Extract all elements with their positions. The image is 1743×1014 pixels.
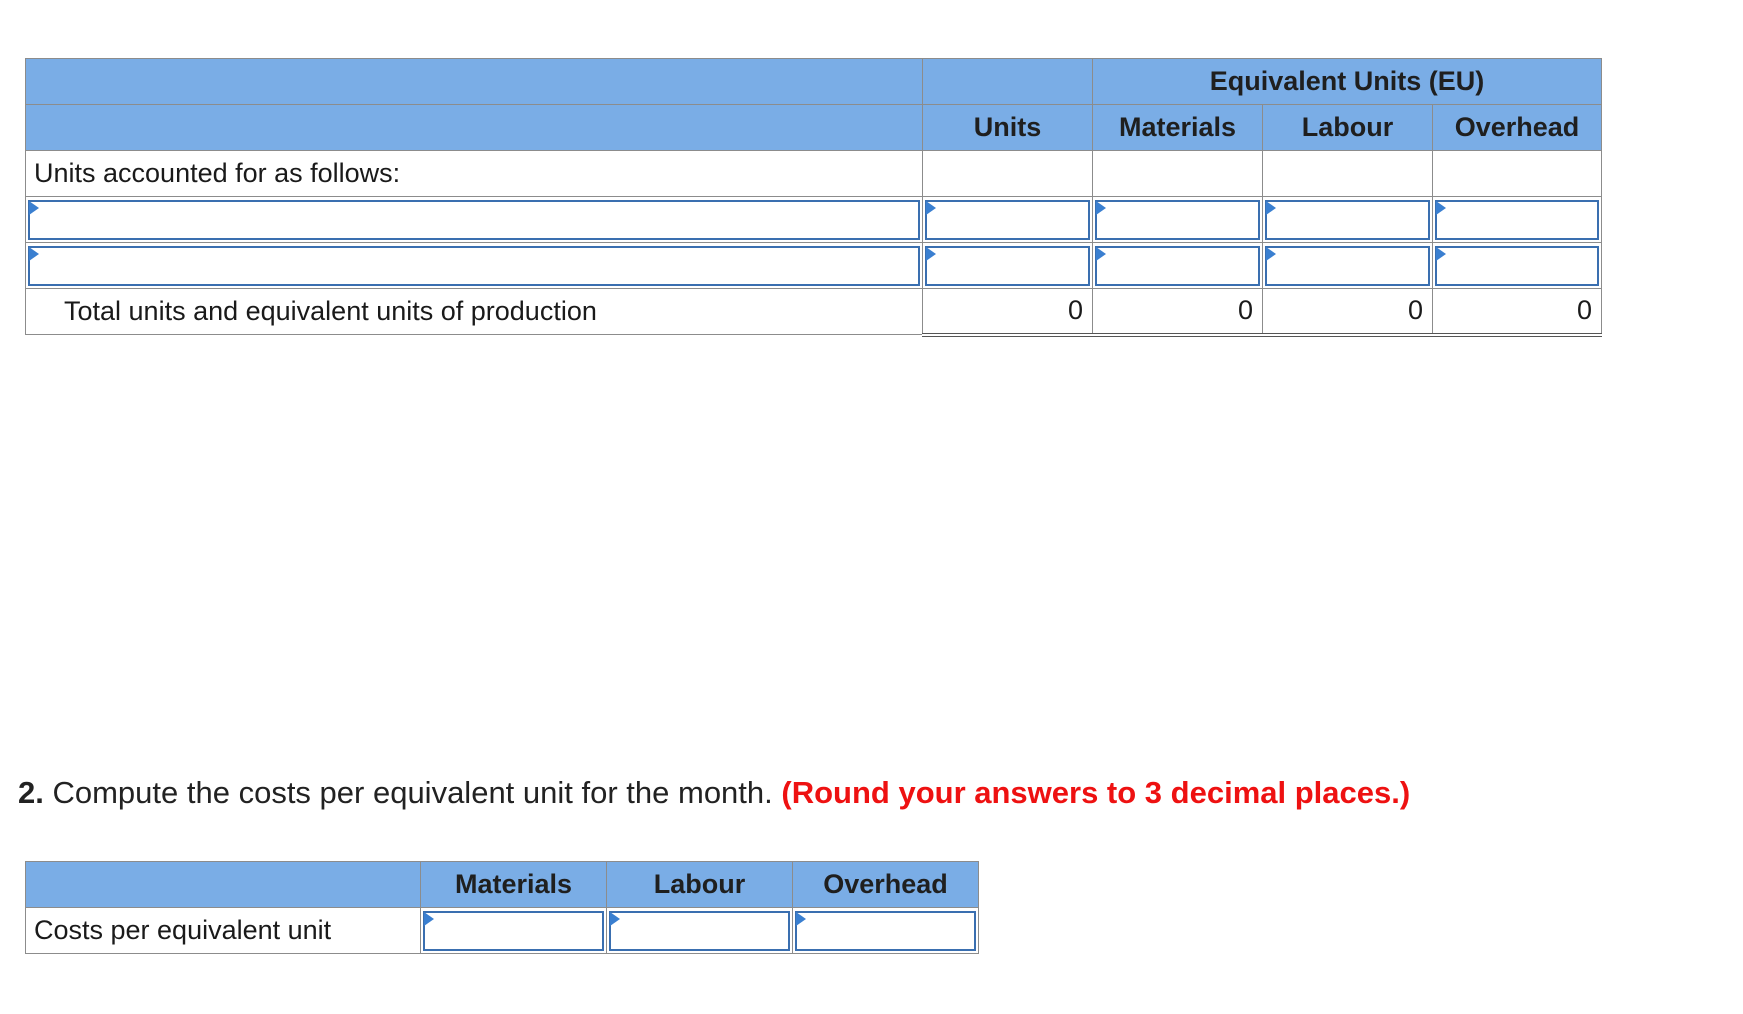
row-1-label-input[interactable] bbox=[28, 200, 920, 240]
row-2-materials-input[interactable] bbox=[1095, 246, 1260, 286]
cost-materials-input[interactable] bbox=[423, 911, 604, 951]
section-label: Units accounted for as follows: bbox=[26, 151, 923, 197]
total-row bbox=[26, 289, 1602, 335]
header-blank bbox=[26, 59, 923, 105]
row-2-label-cell bbox=[26, 243, 923, 289]
col-header-overhead: Overhead bbox=[1433, 105, 1602, 151]
row-1-overhead-cell bbox=[1433, 197, 1602, 243]
row-2-units-cell bbox=[923, 243, 1093, 289]
col-header-materials: Materials bbox=[1093, 105, 1263, 151]
row-2-units-input[interactable] bbox=[925, 246, 1090, 286]
input-row-1 bbox=[26, 197, 1602, 243]
row-2-label-input[interactable] bbox=[28, 246, 920, 286]
cost-col-labour: Labour bbox=[607, 862, 793, 908]
row-2-labour-cell bbox=[1263, 243, 1433, 289]
empty-cell bbox=[1263, 151, 1433, 197]
instruction-text bbox=[18, 775, 1410, 811]
cost-per-eu-table bbox=[25, 861, 979, 954]
input-row-2 bbox=[26, 243, 1602, 289]
cost-header-row bbox=[26, 862, 979, 908]
header-row-columns bbox=[26, 105, 1602, 151]
eu-group-header: Equivalent Units (EU) bbox=[1093, 59, 1602, 105]
row-2-overhead-input[interactable] bbox=[1435, 246, 1599, 286]
cost-labour-cell bbox=[607, 908, 793, 954]
col-header-labour: Labour bbox=[1263, 105, 1433, 151]
row-1-units-input[interactable] bbox=[925, 200, 1090, 240]
equivalent-units-table bbox=[25, 58, 1602, 337]
instruction-body: Compute the costs per equivalent unit for the month. bbox=[43, 775, 782, 810]
total-materials: 0 bbox=[1093, 289, 1263, 335]
total-overhead: 0 bbox=[1433, 289, 1602, 335]
row-1-materials-cell bbox=[1093, 197, 1263, 243]
row-1-labour-cell bbox=[1263, 197, 1433, 243]
row-2-materials-cell bbox=[1093, 243, 1263, 289]
header-blank-label bbox=[26, 105, 923, 151]
total-units: 0 bbox=[923, 289, 1093, 335]
step-number: 2. bbox=[18, 775, 44, 810]
cost-col-overhead: Overhead bbox=[793, 862, 979, 908]
row-1-materials-input[interactable] bbox=[1095, 200, 1260, 240]
row-2-overhead-cell bbox=[1433, 243, 1602, 289]
cost-labour-input[interactable] bbox=[609, 911, 790, 951]
cost-materials-cell bbox=[421, 908, 607, 954]
cost-overhead-cell bbox=[793, 908, 979, 954]
total-labour: 0 bbox=[1263, 289, 1433, 335]
empty-cell bbox=[923, 151, 1093, 197]
row-1-units-cell bbox=[923, 197, 1093, 243]
rounding-note: (Round your answers to 3 decimal places.) bbox=[781, 775, 1411, 810]
row-1-label-cell bbox=[26, 197, 923, 243]
header-blank bbox=[26, 862, 421, 908]
cost-row bbox=[26, 908, 979, 954]
row-1-labour-input[interactable] bbox=[1265, 200, 1430, 240]
col-header-units: Units bbox=[923, 105, 1093, 151]
total-label: Total units and equivalent units of production bbox=[26, 289, 923, 335]
empty-cell bbox=[1433, 151, 1602, 197]
header-row-group bbox=[26, 59, 1602, 105]
row-1-overhead-input[interactable] bbox=[1435, 200, 1599, 240]
cost-row-label: Costs per equivalent unit bbox=[26, 908, 421, 954]
row-2-labour-input[interactable] bbox=[1265, 246, 1430, 286]
cost-col-materials: Materials bbox=[421, 862, 607, 908]
header-blank-units bbox=[923, 59, 1093, 105]
empty-cell bbox=[1093, 151, 1263, 197]
cost-overhead-input[interactable] bbox=[795, 911, 976, 951]
section-label-row bbox=[26, 151, 1602, 197]
